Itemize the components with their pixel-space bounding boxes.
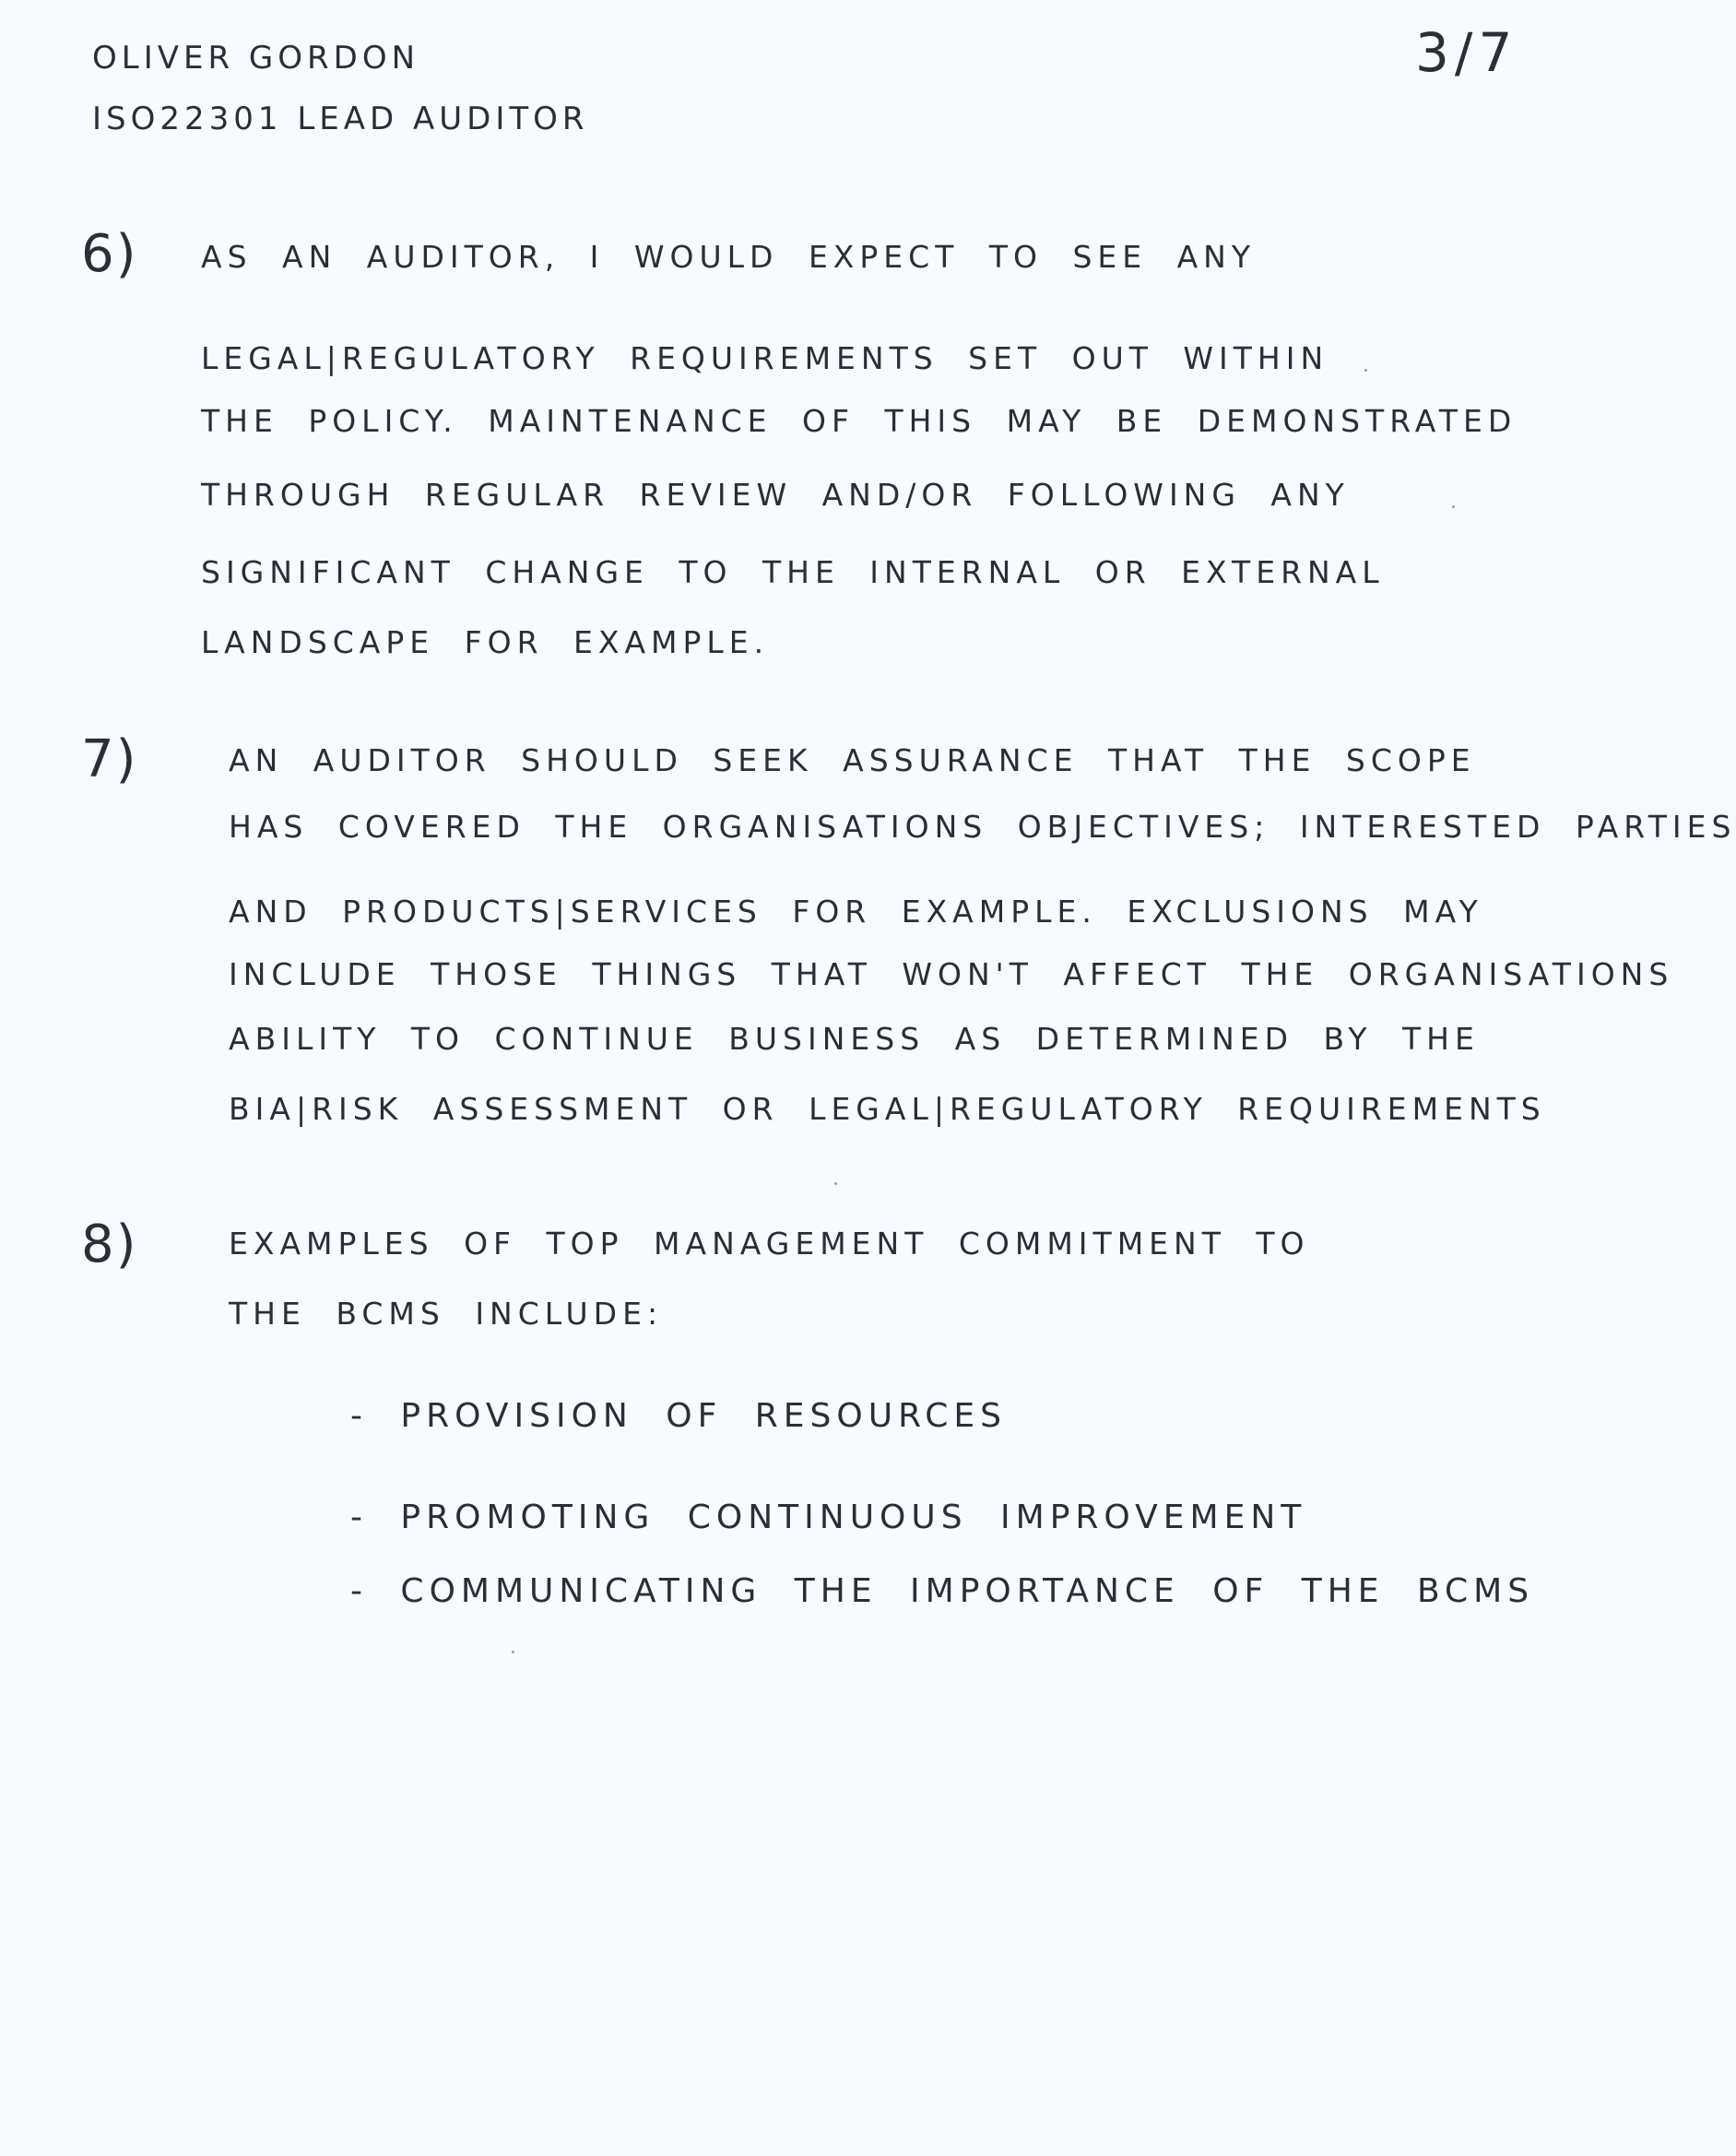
answer-7-line: ABILITY TO CONTINUE BUSINESS AS DETERMINED BY THE	[229, 1021, 1480, 1057]
scan-speck	[512, 1651, 514, 1653]
scan-speck	[1452, 505, 1455, 508]
answer-7-line: BIA|RISK ASSESSMENT OR LEGAL|REGULATORY REQUIREMENTS	[229, 1091, 1546, 1127]
answer-7-line: AND PRODUCTS|SERVICES FOR EXAMPLE. EXCLUSIONS MAY	[229, 894, 1483, 930]
scan-speck	[1364, 369, 1367, 372]
commitment-list-item: - COMMUNICATING THE IMPORTANCE OF THE BCMS	[350, 1572, 1535, 1610]
answer-8-line: THE BCMS INCLUDE:	[229, 1296, 664, 1332]
question-number-7: 7)	[81, 729, 138, 789]
scan-speck	[834, 1182, 837, 1185]
commitment-list-item: - PROMOTING CONTINUOUS IMPROVEMENT	[350, 1499, 1307, 1536]
answer-6-line: LEGAL|REGULATORY REQUIREMENTS SET OUT WITHIN	[201, 340, 1329, 376]
author-name: OLIVER GORDON	[92, 40, 420, 77]
answer-7-line: AN AUDITOR SHOULD SEEK ASSURANCE THAT THE SCOPE	[229, 742, 1476, 778]
question-number-6: 6)	[81, 224, 138, 284]
answer-7-line: INCLUDE THOSE THINGS THAT WON'T AFFECT THE ORGANISATIONS	[229, 956, 1674, 992]
answer-6-line: AS AN AUDITOR, I WOULD EXPECT TO SEE ANY	[201, 239, 1257, 275]
answer-6-line: LANDSCAPE FOR EXAMPLE.	[201, 624, 770, 660]
answer-7-line: HAS COVERED THE ORGANISATIONS OBJECTIVES; INTERESTED PARTIES	[229, 809, 1736, 845]
answer-6-line: SIGNIFICANT CHANGE TO THE INTERNAL OR EXTERNAL	[201, 554, 1385, 590]
question-number-8: 8)	[81, 1214, 138, 1274]
answer-6-line: THE POLICY. MAINTENANCE OF THIS MAY BE DEMONSTRATED	[201, 403, 1518, 439]
course-title: ISO22301 LEAD AUDITOR	[92, 101, 589, 137]
answer-8-line: EXAMPLES OF TOP MANAGEMENT COMMITMENT TO	[229, 1226, 1310, 1262]
answer-6-line: THROUGH REGULAR REVIEW AND/OR FOLLOWING ANY	[201, 477, 1350, 513]
page-number: 3/7	[1415, 21, 1518, 84]
commitment-list-item: - PROVISION OF RESOURCES	[350, 1397, 1008, 1435]
